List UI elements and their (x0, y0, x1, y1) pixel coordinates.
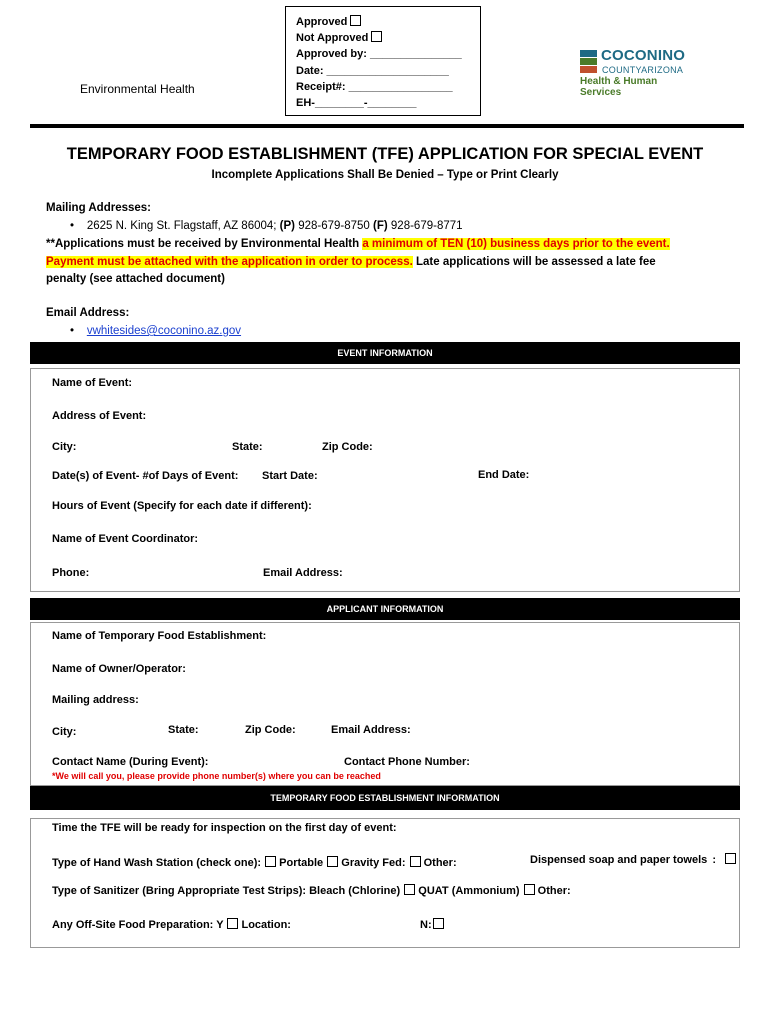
event-email-field[interactable]: Email Address: (263, 567, 343, 579)
applicant-info-header: APPLICANT INFORMATION (30, 598, 740, 620)
event-start-date-field[interactable]: Start Date: (262, 470, 318, 482)
bleach-checkbox[interactable] (404, 884, 415, 895)
email-label: Email Address: (46, 307, 130, 319)
event-end-date-field[interactable]: End Date: (478, 469, 530, 481)
handwash-label: Type of Hand Wash Station (check one): (52, 857, 262, 869)
event-city-field[interactable]: City: (52, 441, 77, 453)
logo-word: COCONINO (601, 47, 686, 64)
offsite-no-label: N: (420, 919, 432, 931)
offsite-row (52, 918, 291, 931)
notice-highlight-2: Payment must be attached with the application in order to process. (46, 256, 413, 268)
location-label[interactable]: Location: (241, 919, 291, 931)
handwash-row (52, 856, 457, 869)
soap-checkbox[interactable] (725, 853, 736, 864)
offsite-label: Any Off-Site Food Preparation: Y (52, 919, 224, 931)
department-label: Environmental Health (80, 82, 195, 96)
coconino-logo (580, 46, 700, 98)
mailing-label: Mailing Addresses: (46, 202, 152, 214)
logo-sub: COUNTYARIZONA (602, 65, 684, 75)
receipt-field[interactable]: Receipt#: _________________ (296, 80, 453, 93)
phone-note: *We will call you, please provide phone number(s) where you can be reached (52, 771, 381, 781)
logo-mark-icon (580, 50, 597, 74)
applicant-state-field[interactable]: State: (168, 724, 199, 736)
not-approved-row (296, 30, 480, 46)
soap-label: Dispensed soap and paper towels (530, 854, 708, 866)
quat-checkbox[interactable] (524, 884, 535, 895)
event-days-field[interactable]: Date(s) of Event- #of Days of Event: (52, 470, 239, 482)
sanitizer-row (52, 884, 571, 897)
event-state-field[interactable]: State: (232, 441, 263, 453)
event-name-field[interactable]: Name of Event: (52, 377, 133, 389)
sanitizer-label: Type of Sanitizer (Bring Appropriate Test Strips): Bleach (Chlorine) (52, 885, 401, 897)
colon-mark: : (712, 854, 717, 866)
late-fee-text: Late applications will be assessed a late fee (412, 256, 656, 268)
page-title: TEMPORARY FOOD ESTABLISHMENT (TFE) APPLICATION FOR SPECIAL EVENT (66, 145, 704, 163)
eh-number-field[interactable]: EH-________-________ (296, 97, 417, 110)
header-divider (30, 124, 744, 128)
notice-text: **Applications must be received by Environmental Health (46, 238, 363, 250)
tfe-info-header: TEMPORARY FOOD ESTABLISHMENT INFORMATION (30, 786, 740, 810)
event-address-field[interactable]: Address of Event: (52, 410, 147, 422)
handwash-other-label: Other: (423, 857, 457, 869)
event-info-header: EVENT INFORMATION (30, 342, 740, 364)
event-phone-field[interactable]: Phone: (52, 567, 90, 579)
payment-notice (46, 256, 656, 268)
ready-time-field[interactable]: Time the TFE will be ready for inspection on the first day of event: (52, 822, 397, 834)
email-link[interactable]: vwhitesides@coconino.az.gov (86, 325, 242, 337)
notice-highlight-1: a minimum of TEN (10) business days prior to the event. (362, 238, 670, 250)
approved-by-field[interactable]: Approved by: _______________ (296, 48, 462, 61)
contact-name-field[interactable]: Contact Name (During Event): (52, 756, 209, 768)
applicant-mailing-field[interactable]: Mailing address: (52, 694, 139, 706)
mailing-address-item (70, 220, 463, 232)
not-approved-label: Not Approved (296, 32, 369, 45)
approved-checkbox[interactable] (350, 15, 361, 26)
approved-row (296, 14, 480, 30)
deadline-notice (46, 238, 670, 250)
tfe-name-field[interactable]: Name of Temporary Food Establishment: (52, 630, 267, 642)
approval-box (285, 6, 481, 116)
applicant-zip-field[interactable]: Zip Code: (245, 724, 296, 736)
bullet-icon: • (70, 325, 75, 337)
logo-hhs: Health & Human Services (580, 76, 658, 98)
offsite-no-checkbox[interactable] (433, 918, 444, 929)
phone-number: 928-679-8750 (295, 220, 374, 232)
approval-date-field[interactable]: Date: ____________________ (296, 64, 449, 77)
sanitizer-other-label: Other: (537, 885, 571, 897)
street-address: 2625 N. King St. Flagstaff, AZ 86004; (86, 220, 280, 232)
applicant-email-field[interactable]: Email Address: (331, 724, 411, 736)
contact-phone-field[interactable]: Contact Phone Number: (344, 756, 470, 768)
not-approved-checkbox[interactable] (371, 31, 382, 42)
handwash-other-checkbox[interactable] (410, 856, 421, 867)
applicant-city-field[interactable]: City: (52, 726, 77, 738)
event-zip-field[interactable]: Zip Code: (322, 441, 373, 453)
portable-checkbox[interactable] (265, 856, 276, 867)
quat-label: QUAT (Ammonium) (418, 885, 520, 897)
owner-name-field[interactable]: Name of Owner/Operator: (52, 663, 186, 675)
page-subtitle: Incomplete Applications Shall Be Denied – Type or Print Clearly (211, 169, 559, 181)
event-coordinator-field[interactable]: Name of Event Coordinator: (52, 533, 199, 545)
phone-label: (P) (279, 220, 296, 232)
penalty-text: penalty (see attached document) (46, 273, 225, 285)
gravity-checkbox[interactable] (327, 856, 338, 867)
gravity-label: Gravity Fed: (341, 857, 406, 869)
bullet-icon: • (70, 220, 75, 232)
fax-label: (F) (373, 220, 388, 232)
portable-label: Portable (279, 857, 324, 869)
event-hours-field[interactable]: Hours of Event (Specify for each date if different): (52, 500, 312, 512)
fax-number: 928-679-8771 (387, 220, 463, 232)
offsite-no-row (420, 918, 444, 931)
approved-label: Approved (296, 16, 348, 28)
offsite-yes-checkbox[interactable] (227, 918, 238, 929)
soap-row (530, 853, 736, 866)
email-item (70, 325, 241, 337)
